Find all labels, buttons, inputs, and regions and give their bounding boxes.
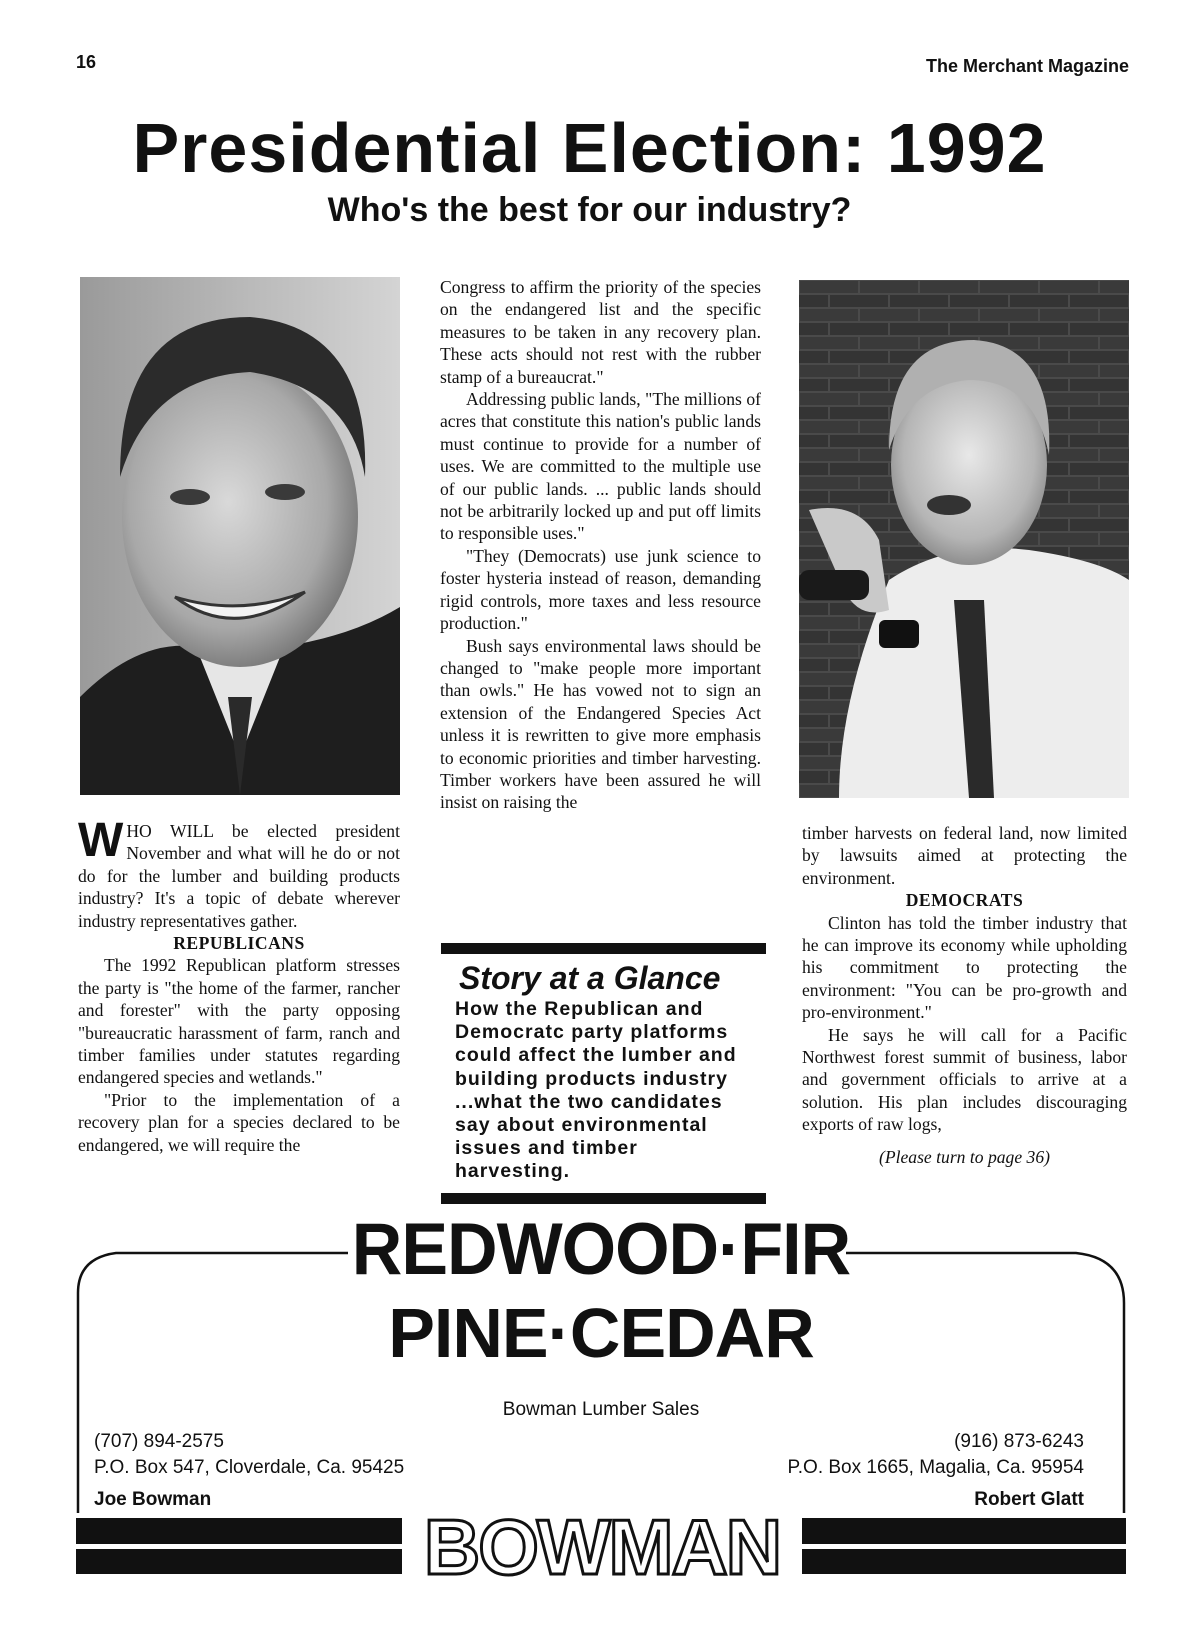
article-column-2 bbox=[440, 276, 761, 814]
clinton-speaking-photo bbox=[799, 280, 1129, 798]
glance-bottom-rule bbox=[441, 1193, 766, 1204]
phone-number: (916) 873-6243 bbox=[954, 1431, 1084, 1452]
phone-number: (707) 894-2575 bbox=[94, 1431, 224, 1452]
contact-name: Joe Bowman bbox=[94, 1489, 212, 1510]
drop-cap: W bbox=[78, 814, 124, 867]
paragraph: Addressing public lands, "The millions of acres that constitute this nation's public lands must continue to provide for a number of uses. We are committed to the multiple use of our public lands. ... public lands should not be arbitrarily locked up and put off limits to responsible uses." bbox=[440, 389, 761, 544]
bush-portrait-photo bbox=[80, 277, 400, 795]
logo-bar-right bbox=[802, 1518, 1126, 1574]
ad-contact-left bbox=[94, 1429, 404, 1513]
mailing-address: P.O. Box 1665, Magalia, Ca. 95954 bbox=[787, 1457, 1084, 1478]
page-number: 16 bbox=[76, 52, 97, 72]
intro-paragraph: HO WILL be elected president November and what will he do or not do for the lumber and building products industry? It's a topic of debate wherever industry representatives gather. bbox=[78, 821, 400, 931]
republicans-heading: REPUBLICANS bbox=[173, 933, 305, 954]
paragraph: Congress to affirm the priority of the species on the endangered list and the specific measures to be taken in any recovery plan. These acts should not rest with the rubber stamp of a bureaucrat." bbox=[440, 277, 761, 387]
glance-summary: How the Republican and Democratc party platforms could affect the lumber and building products industry ...what the two candidates say about environmental issues and timber harvesting. bbox=[455, 998, 737, 1183]
bowman-logo-text: BOWMAN bbox=[423, 1506, 781, 1588]
article-column-1 bbox=[78, 814, 400, 1156]
glance-top-rule bbox=[441, 943, 766, 954]
paragraph: "They (Democrats) use junk science to foster hysteria instead of reason, demanding rigid controls, more taxes and less resource production." bbox=[440, 545, 761, 634]
logo-bar-left bbox=[76, 1518, 402, 1574]
magazine-name: The Merchant Magazine bbox=[925, 56, 1129, 76]
paragraph: timber harvests on federal land, now limited by lawsuits aimed at protecting the environment. bbox=[802, 823, 1127, 888]
paragraph: Clinton has told the timber industry that he can improve its economy while upholding his commitment to protecting the environment: "You can be pro-growth and pro-environment." bbox=[802, 912, 1127, 1023]
contact-name: Robert Glatt bbox=[974, 1489, 1084, 1510]
continued-note: (Please turn to page 36) bbox=[878, 1146, 1050, 1167]
article-column-3 bbox=[802, 822, 1127, 1168]
ad-headline-pine-cedar: PINE·CEDAR bbox=[388, 1294, 814, 1372]
ad-company-name: Bowman Lumber Sales bbox=[502, 1399, 700, 1420]
ad-headline-redwood-fir: REDWOOD·FIR bbox=[351, 1208, 851, 1290]
paragraph: He says he will call for a Pacific Northwest forest summit of business, labor and government officials to arrive at a solution. His plan includes discouraging exports of raw logs, bbox=[802, 1024, 1127, 1135]
paragraph: Bush says environmental laws should be changed to "make people more important than owls." He has vowed not to sign an extension of the Endangered Species Act unless it is rewritten to give more emphasis to economic priorities and timber harvesting. Timber workers have been assured he will insist on raising the bbox=[440, 635, 761, 813]
mailing-address: P.O. Box 547, Cloverdale, Ca. 95425 bbox=[94, 1457, 405, 1478]
paragraph: The 1992 Republican platform stresses the party is "the home of the farmer, rancher and forester" with the party opposing "bureaucratic harassment of farm, ranch and timber families under statutes regarding endangered species and wetlands." bbox=[78, 955, 400, 1088]
article-title: Presidential Election: 1992 bbox=[132, 109, 1047, 187]
article-subtitle: Who's the best for our industry? bbox=[327, 191, 852, 229]
paragraph: "Prior to the implementation of a recovery plan for a species declared to be endangered, we will require the bbox=[78, 1089, 400, 1155]
glance-title: Story at a Glance bbox=[459, 960, 721, 996]
bowman-lumber-advertisement bbox=[76, 1208, 1126, 1593]
democrats-heading: DEMOCRATS bbox=[905, 890, 1024, 911]
bowman-logo bbox=[402, 1506, 802, 1588]
ad-contact-right bbox=[788, 1429, 1084, 1513]
